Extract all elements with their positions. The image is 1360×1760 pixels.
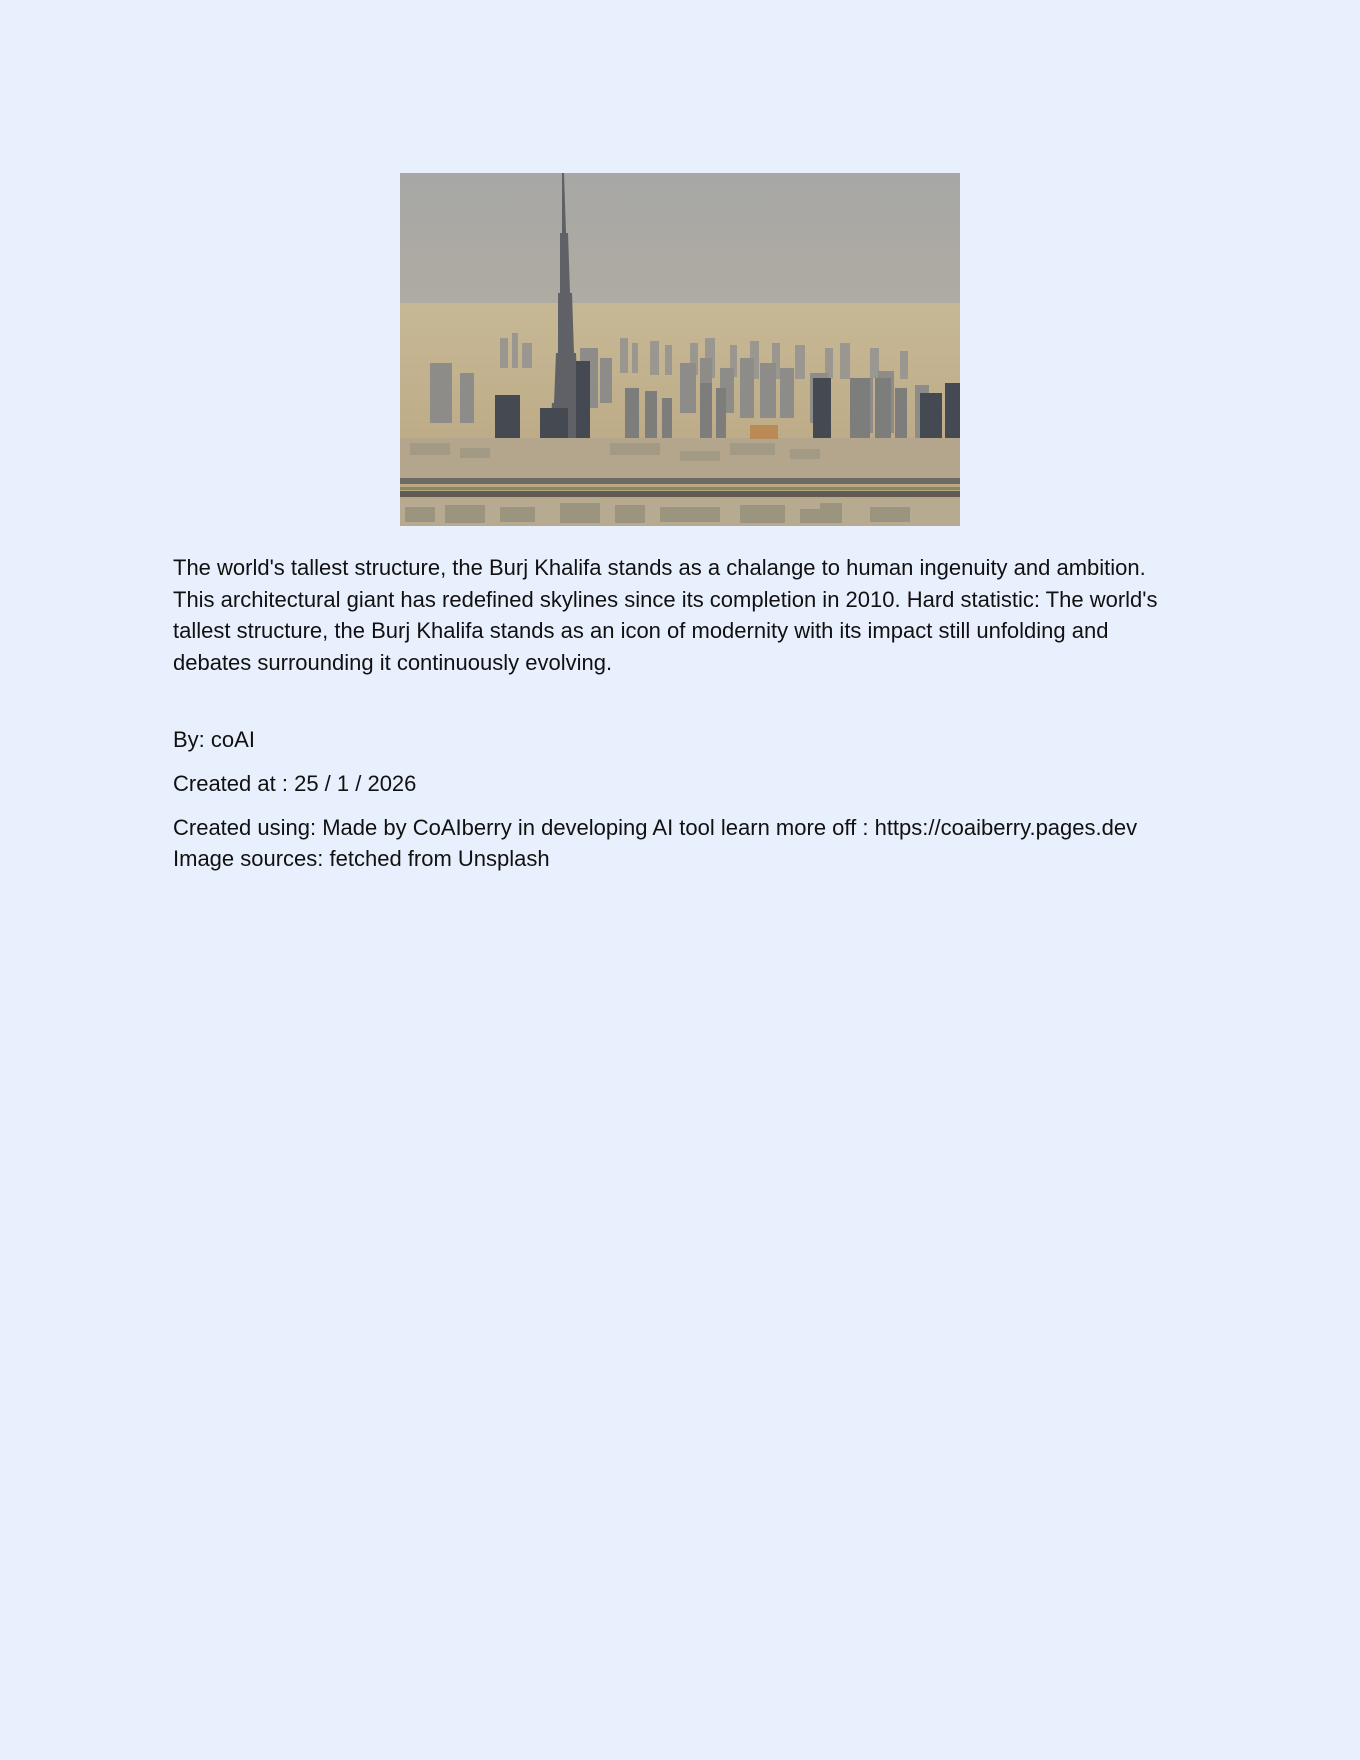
created-at-label: Created at : [173, 771, 288, 796]
created-using-text: Made by CoAIberry in developing AI tool learn more off : [322, 815, 869, 840]
author-label: By: [173, 727, 205, 752]
author-line [173, 724, 1173, 755]
article-description: The world's tallest structure, the Burj Khalifa stands as a chalange to human ingenuity and ambition. This architectural giant has redefined skylines since its completion in 2010. Hard statistic: The world's tallest structure, the Burj Khalifa stands as an icon of modernity with its impact still unfolding and debates surrounding it continuously evolving. [173, 555, 1158, 675]
burj-khalifa-photo [400, 173, 960, 526]
created-using-line [173, 812, 1173, 843]
article-meta [173, 724, 1173, 874]
cityscape-photo-icon [400, 173, 960, 526]
created-using-label: Created using: [173, 815, 317, 840]
image-sources-line [173, 843, 1173, 874]
created-at-line [173, 768, 1173, 799]
author-value: coAI [210, 727, 255, 752]
coaiberry-link[interactable]: https://coaiberry.pages.dev [874, 815, 1138, 840]
image-sources-label: Image sources: [173, 846, 324, 871]
created-at-value: 25 / 1 / 2026 [294, 771, 417, 796]
image-sources-value: fetched from Unsplash [329, 846, 550, 871]
article-page [173, 173, 1173, 874]
